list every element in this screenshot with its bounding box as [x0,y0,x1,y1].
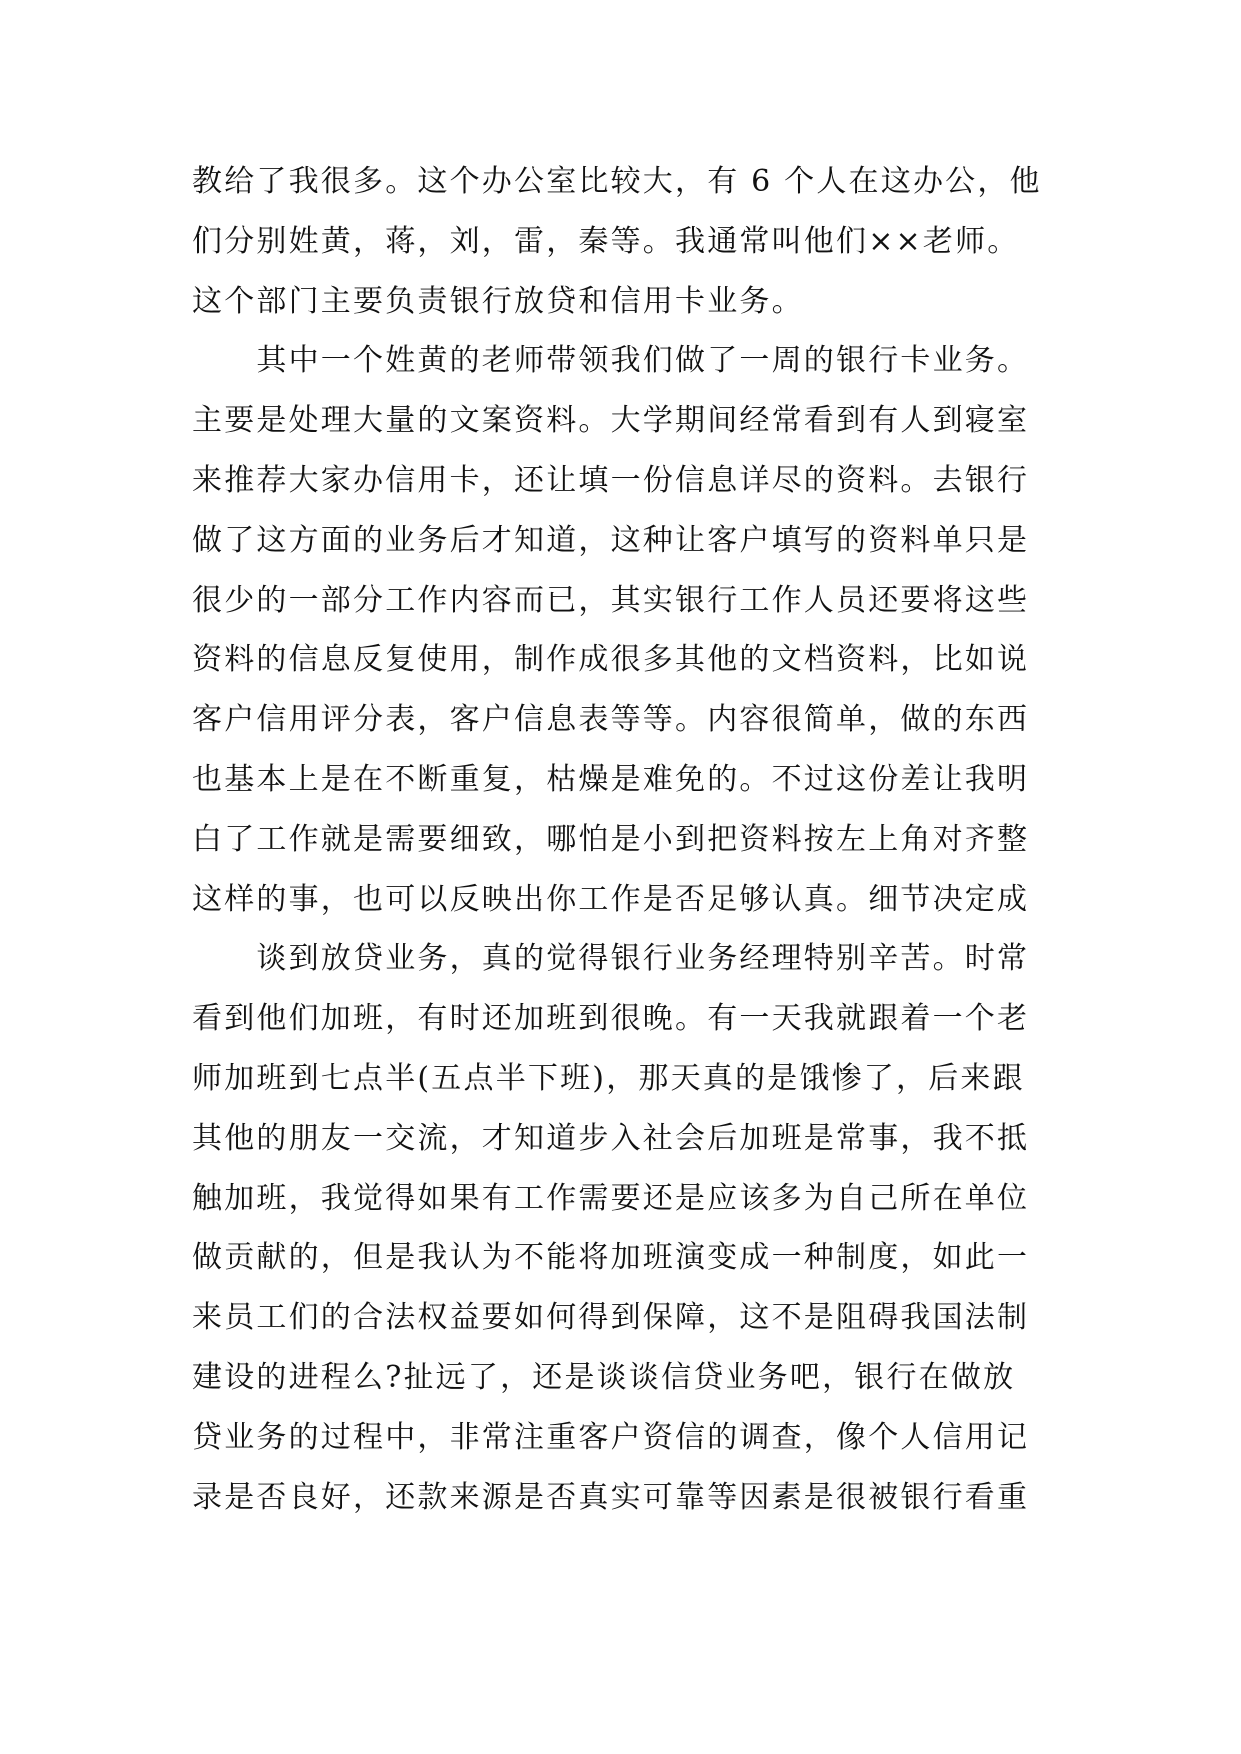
text-line: 来推荐大家办信用卡，还让填一份信息详尽的资料。去银行 [192,462,1030,498]
text-line: 师加班到七点半(五点半下班)，那天真的是饿惨了，后来跟 [192,1060,1025,1096]
text-line: 录是否良好，还款来源是否真实可靠等因素是很被银行看重 [192,1479,1030,1515]
text-line: 看到他们加班，有时还加班到很晚。有一天我就跟着一个老 [192,1001,1030,1037]
text-line: 们分别姓黄，蒋，刘，雷，秦等。我通常叫他们××老师。 [192,223,1020,259]
document-body [192,152,1052,1527]
text-line: 来员工们的合法权益要如何得到保障，这不是阻碍我国法制 [192,1300,1030,1336]
text-line: 这个部门主要负责银行放贷和信用卡业务。 [192,283,804,319]
text-line: 谈到放贷业务，真的觉得银行业务经理特别辛苦。时常 [192,941,1030,977]
paragraph-1 [192,152,1052,331]
text-line: 资料的信息反复使用，制作成很多其他的文档资料，比如说 [192,642,1030,678]
text-line: 建设的进程么?扯远了，还是谈谈信贷业务吧，银行在做放 [192,1359,1016,1395]
text-line: 做了这方面的业务后才知道，这种让客户填写的资料单只是 [192,522,1030,558]
text-line: 很少的一部分工作内容而已，其实银行工作人员还要将这些 [192,582,1030,618]
text-line: 做贡献的，但是我认为不能将加班演变成一种制度，如此一 [192,1240,1030,1276]
paragraph-3 [192,929,1052,1527]
text-line: 其他的朋友一交流，才知道步入社会后加班是常事，我不抵 [192,1120,1030,1156]
text-line: 这样的事，也可以反映出你工作是否足够认真。细节决定成 [192,881,1030,917]
paragraph-2 [192,331,1052,929]
text-line: 教给了我很多。这个办公室比较大，有 6 个人在这办公，他 [192,164,1042,199]
text-line: 贷业务的过程中，非常注重客户资信的调查，像个人信用记 [192,1419,1030,1455]
text-line: 其中一个姓黄的老师带领我们做了一周的银行卡业务。 [192,343,1030,379]
text-line: 触加班，我觉得如果有工作需要还是应该多为自己所在单位 [192,1180,1030,1216]
text-line: 也基本上是在不断重复，枯燥是难免的。不过这份差让我明 [192,761,1030,797]
text-line: 主要是处理大量的文案资料。大学期间经常看到有人到寝室 [192,403,1030,439]
text-line: 白了工作就是需要细致，哪怕是小到把资料按左上角对齐整 [192,821,1030,857]
text-line: 客户信用评分表，客户信息表等等。内容很简单，做的东西 [192,702,1030,738]
